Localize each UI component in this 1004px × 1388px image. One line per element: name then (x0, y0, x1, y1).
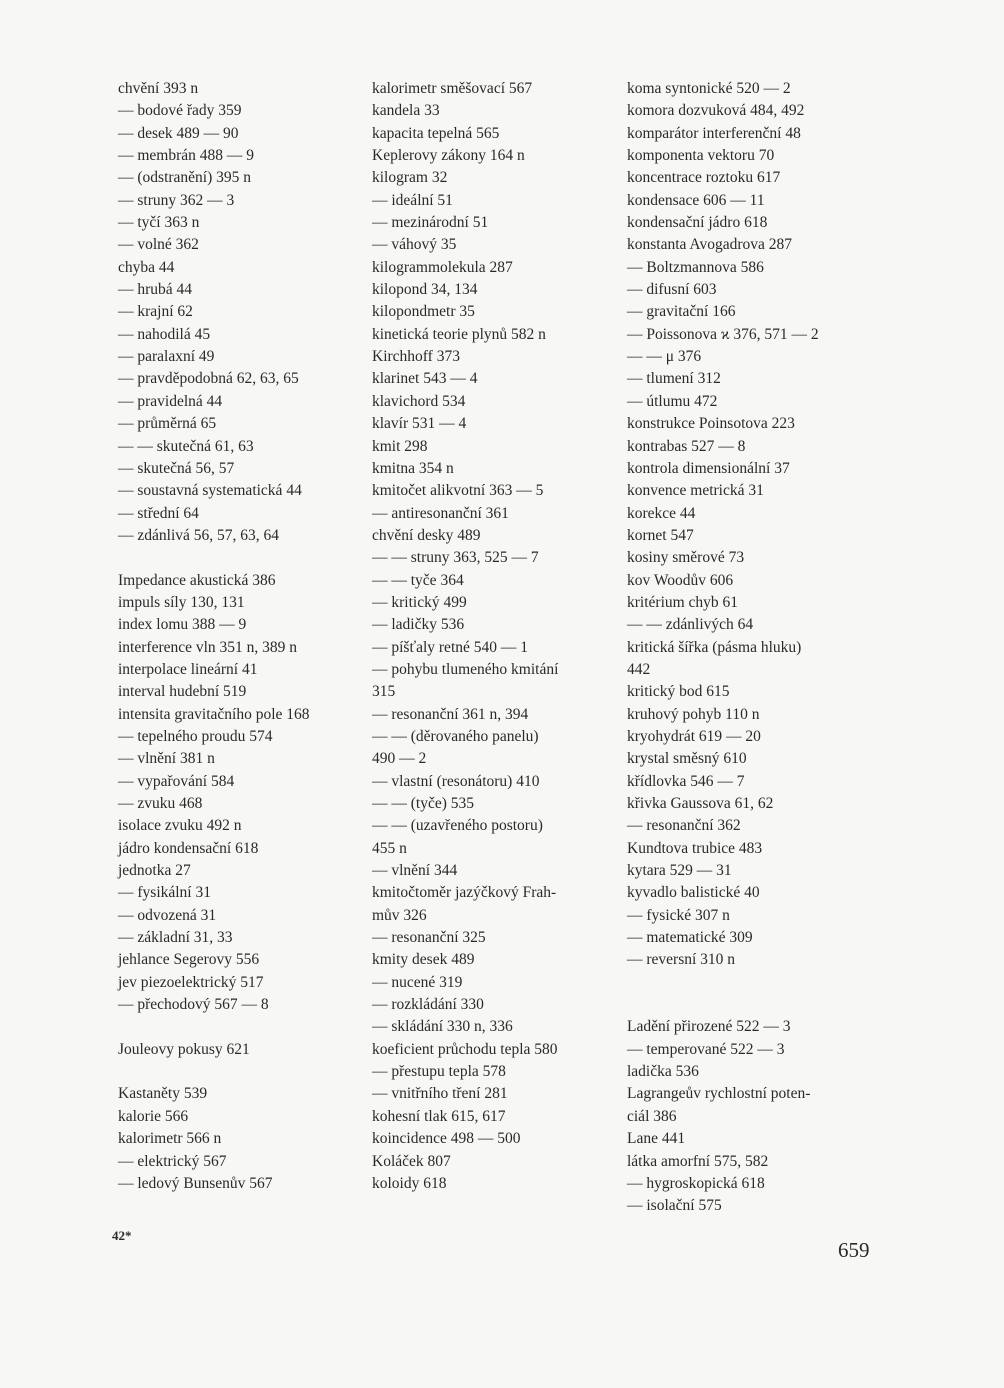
index-entry: kruhový pohyb 110 n (627, 705, 760, 723)
index-entry: impuls síly 130, 131 (118, 593, 245, 611)
index-entry: — reversní 310 n (627, 951, 736, 969)
index-entry: — mezinárodní 51 (372, 214, 489, 232)
index-entry: jednotka 27 (118, 862, 191, 880)
index-entry: kohesní tlak 615, 617 (372, 1107, 506, 1125)
index-column-1 (118, 78, 368, 1195)
index-entry: Kundtova trubice 483 (627, 839, 763, 857)
index-entry: kmity desek 489 (372, 951, 475, 969)
index-entry: index lomu 388 — 9 (118, 616, 247, 634)
index-entry: chyba 44 (118, 258, 175, 276)
index-entry: — tlumení 312 (627, 370, 721, 388)
index-entry: křídlovka 546 — 7 (627, 772, 745, 790)
index-entry: klavír 531 — 4 (372, 415, 467, 433)
index-entry: — antiresonanční 361 (372, 504, 509, 522)
index-entry: kilogrammolekula 287 (372, 258, 513, 276)
index-entry: — píšťaly retné 540 — 1 (372, 638, 528, 656)
index-entry: kov Woodův 606 (627, 571, 734, 589)
index-entry: kritický bod 615 (627, 683, 730, 701)
index-entry: — přestupu tepla 578 (372, 1063, 506, 1081)
index-entry: kalorie 566 (118, 1107, 189, 1125)
index-entry: — fysické 307 n (627, 906, 730, 924)
index-entry: — útlumu 472 (627, 392, 718, 410)
page-number: 659 (838, 1238, 870, 1262)
index-entry: koincidence 498 — 500 (372, 1130, 521, 1148)
index-entry: Jouleovy pokusy 621 (118, 1040, 250, 1058)
index-entry: — ladičky 536 (372, 616, 465, 634)
index-entry: Lagrangeův rychlostní poten- (627, 1085, 811, 1103)
index-gap (118, 1016, 368, 1038)
index-entry: kmitna 354 n (372, 459, 454, 477)
index-entry: intensita gravitačního pole 168 (118, 705, 310, 723)
index-entry: kontrabas 527 — 8 (627, 437, 746, 455)
index-entry: — tyčí 363 n (118, 214, 200, 232)
index-entry: mův 326 (372, 906, 427, 924)
index-entry: kyvadlo balistické 40 (627, 884, 760, 902)
index-gap (627, 972, 882, 994)
index-gap (118, 1061, 368, 1083)
index-entry: — isolační 575 (627, 1197, 722, 1215)
index-entry: klarinet 543 — 4 (372, 370, 478, 388)
index-entry: koma syntonické 520 — 2 (627, 80, 791, 97)
index-entry: kilogram 32 (372, 169, 448, 187)
index-entry: 315 (372, 683, 396, 701)
index-entry: interpolace lineární 41 (118, 660, 258, 678)
index-entry: — — struny 363, 525 — 7 (372, 549, 539, 567)
index-entry: — střední 64 (118, 504, 199, 522)
index-entry: 455 n (372, 839, 407, 857)
index-entry: jádro kondensační 618 (118, 839, 259, 857)
index-entry: — membrán 488 — 9 (118, 147, 255, 165)
index-entry: — paralaxní 49 (118, 348, 215, 366)
index-entry: Keplerovy zákony 164 n (372, 147, 525, 165)
index-entry: kondensace 606 — 11 (627, 191, 765, 209)
index-entry: křivka Gaussova 61, 62 (627, 795, 774, 812)
index-entry: kryohydrát 619 — 20 (627, 727, 761, 745)
index-entry: — — μ 376 (627, 348, 702, 366)
index-entry: Impedance akustická 386 (118, 571, 276, 589)
index-column-2 (372, 78, 617, 1195)
index-entry: kritérium chyb 61 (627, 593, 739, 611)
index-entry: kontrola dimensionální 37 (627, 459, 790, 477)
index-entry: — pohybu tlumeného kmitání (372, 660, 559, 678)
index-entry: — — (děrovaného panelu) (372, 727, 539, 745)
index-entry: — temperované 522 — 3 (627, 1040, 785, 1058)
index-entry: — pravděpodobná 62, 63, 65 (118, 370, 299, 388)
index-entry: klavichord 534 (372, 392, 466, 410)
index-entry: — ledový Bunsenův 567 (118, 1174, 273, 1192)
index-entry: koloidy 618 (372, 1174, 447, 1192)
index-entry: — vlnění 381 n (118, 750, 215, 768)
index-entry: kilopondmetr 35 (372, 303, 475, 321)
index-entry: jev piezoelektrický 517 (118, 973, 264, 991)
index-entry: — fysikální 31 (118, 884, 211, 902)
index-entry: kritická šířka (pásma hluku) (627, 638, 802, 656)
index-entry: látka amorfní 575, 582 (627, 1152, 769, 1170)
index-entry: ladička 536 (627, 1063, 699, 1081)
index-entry: — resonanční 325 (372, 929, 486, 947)
index-entry: — — skutečná 61, 63 (118, 437, 254, 455)
index-entry: — nucené 319 (372, 973, 463, 991)
index-entry: kornet 547 (627, 526, 694, 544)
index-entry: — — tyče 364 (372, 571, 464, 589)
index-entry: komora dozvuková 484, 492 (627, 102, 805, 120)
index-entry: kilopond 34, 134 (372, 281, 478, 299)
index-entry: — vypařování 584 (118, 772, 235, 790)
index-entry: — resonanční 361 n, 394 (372, 705, 529, 723)
index-entry: — zdánlivá 56, 57, 63, 64 (118, 526, 280, 544)
index-entry: kalorimetr 566 n (118, 1130, 222, 1148)
index-entry: jehlance Segerovy 556 (118, 951, 260, 969)
index-entry: 442 (627, 660, 651, 678)
index-entry: krystal směsný 610 (627, 750, 747, 768)
index-entry: — krajní 62 (118, 303, 193, 321)
index-entry: — — (uzavřeného postoru) (372, 817, 543, 835)
index-entry: Kirchhoff 373 (372, 348, 460, 366)
index-entry: isolace zvuku 492 n (118, 817, 242, 835)
index-entry: — bodové řady 359 (118, 102, 242, 120)
index-entry: interval hudební 519 (118, 683, 247, 701)
index-entry: kmit 298 (372, 437, 428, 455)
index-entry: konstrukce Poinsotova 223 (627, 415, 795, 433)
index-entry: — elektrický 567 (118, 1152, 227, 1170)
index-entry: kmitočtoměr jazýčkový Frah- (372, 884, 557, 902)
index-entry: — váhový 35 (372, 236, 457, 254)
index-entry: — skládání 330 n, 336 (372, 1018, 513, 1036)
index-entry: kapacita tepelná 565 (372, 124, 500, 142)
index-entry: kytara 529 — 31 (627, 862, 732, 880)
index-entry: — nahodilá 45 (118, 325, 211, 343)
index-entry: kalorimetr směšovací 567 (372, 80, 533, 97)
index-entry: Lane 441 (627, 1130, 686, 1148)
index-entry: — průměrná 65 (118, 415, 217, 433)
index-entry: — přechodový 567 — 8 (118, 996, 269, 1014)
index-entry: — matematické 309 (627, 929, 753, 947)
index-entry: Koláček 807 (372, 1152, 451, 1170)
index-entry: chvění desky 489 (372, 526, 481, 544)
index-entry: korekce 44 (627, 504, 696, 522)
index-entry: komparátor interferenční 48 (627, 124, 801, 142)
index-entry: koeficient průchodu tepla 580 (372, 1040, 558, 1058)
index-entry: — Boltzmannova 586 (627, 258, 764, 276)
index-entry: — odvozená 31 (118, 906, 217, 924)
index-entry: — soustavná systematická 44 (118, 482, 302, 500)
index-entry: kmitočet alikvotní 363 — 5 (372, 482, 544, 500)
index-entry: — rozkládání 330 (372, 996, 484, 1014)
index-entry: — hrubá 44 (118, 281, 193, 299)
index-entry: kondensační jádro 618 (627, 214, 768, 232)
index-entry: Kastaněty 539 (118, 1085, 208, 1103)
index-entry: — pravidelná 44 (118, 392, 223, 410)
index-entry: — (odstranění) 395 n (118, 169, 252, 187)
index-entry: — difusní 603 (627, 281, 717, 299)
index-entry: interference vln 351 n, 389 n (118, 638, 298, 656)
index-entry: — — zdánlivých 64 (627, 616, 754, 634)
index-entry: — základní 31, 33 (118, 929, 233, 947)
index-entry: — skutečná 56, 57 (118, 459, 235, 477)
index-entry: Ladění přirozené 522 — 3 (627, 1018, 791, 1036)
index-entry: kosiny směrové 73 (627, 549, 745, 567)
index-entry: — struny 362 — 3 (118, 191, 235, 209)
index-gap (118, 547, 368, 569)
index-entry: — tepelného proudu 574 (118, 727, 273, 745)
index-column-3 (627, 78, 882, 1218)
index-entry: — vnitřního tření 281 (372, 1085, 508, 1103)
index-entry: kandela 33 (372, 102, 440, 120)
index-entry: — zvuku 468 (118, 795, 203, 812)
index-entry: — hygroskopická 618 (627, 1174, 765, 1192)
index-entry: — desek 489 — 90 (118, 124, 239, 142)
index-entry: — volné 362 (118, 236, 199, 254)
index-entry: — vlastní (resonátoru) 410 (372, 772, 540, 790)
index-entry: — ideální 51 (372, 191, 453, 209)
printer-signature-mark: 42* (112, 1228, 132, 1243)
index-entry: konstanta Avogadrova 287 (627, 236, 793, 254)
index-entry: konvence metrická 31 (627, 482, 764, 500)
index-entry: — Poissonova ϰ 376, 571 — 2 (627, 325, 819, 343)
index-entry: komponenta vektoru 70 (627, 147, 775, 165)
index-entry: chvění 393 n (118, 80, 199, 97)
index-entry: — — (tyče) 535 (372, 795, 475, 812)
index-entry: — kritický 499 (372, 593, 467, 611)
index-entry: — vlnění 344 (372, 862, 458, 880)
index-gap (627, 994, 882, 1016)
index-entry: 490 — 2 (372, 750, 427, 768)
index-entry: ciál 386 (627, 1107, 677, 1125)
index-entry: — resonanční 362 (627, 817, 741, 835)
index-entry: kinetická teorie plynů 582 n (372, 325, 546, 343)
index-entry: koncentrace roztoku 617 (627, 169, 781, 187)
index-entry: — gravitační 166 (627, 303, 736, 321)
